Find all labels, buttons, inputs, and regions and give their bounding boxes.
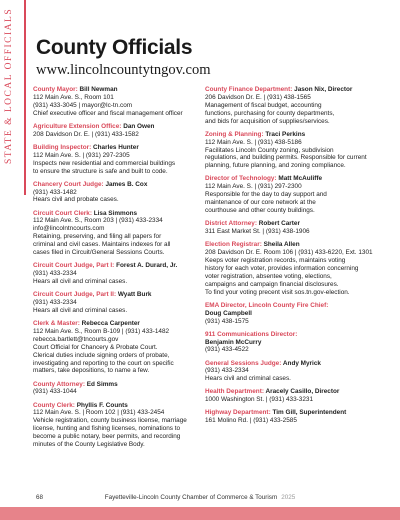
official-detail-line: regulations, and building permits. Responsible for current [205,154,367,162]
official-role: County Clerk: [33,401,75,409]
official-heading [205,388,387,396]
official-detail-line: Hears civil and criminal cases. [205,375,291,383]
official-name: Benjamin McCurry [205,338,262,346]
official-detail-line: minutes of the County Legislative Body. [33,441,145,449]
official-entry [33,320,201,375]
official-heading [205,409,387,417]
official-detail-line: 206 Davidson Dr. E. | (931) 438-1565 [205,93,311,101]
official-detail-line: (931) 433-2334 [33,270,77,278]
publication-name: Fayetteville-Lincoln County Chamber of Commerce & Tourism [104,494,278,501]
official-name: Lisa Simmons [93,209,138,217]
official-role: Circuit Court Clerk: [33,209,92,217]
page-header [36,36,376,79]
official-entry [205,360,387,384]
official-detail-line: history for each voter, provides information concerning [205,264,359,272]
official-detail-line: (931) 433-4522 [205,346,249,354]
official-detail-line: Inspects new residential and commercial buildings [33,159,176,167]
official-role: Building Inspector: [33,143,92,151]
official-name: Doug Campbell [205,309,252,317]
official-name: Bill Newman [79,86,118,93]
official-detail-line: (931) 433-2334 [205,367,249,375]
official-detail-line: 112 Main Ave. S. | (931) 297-2305 [33,151,130,159]
official-name: Forest A. Durard, Jr. [116,262,178,270]
official-detail-line: 1000 Washington St. | (931) 433-3231 [205,396,314,404]
official-heading [205,220,387,228]
left-column [33,86,201,454]
official-detail-line: 112 Main Ave. S., Room 203 | (931) 433-2334 [33,217,163,225]
official-detail-line: Vehicle registration, county business license, marriage [33,417,187,425]
official-heading [33,181,201,189]
official-name: Matt McAuliffe [278,175,323,183]
official-entry [33,402,201,449]
official-name: Rebecca Carpenter [81,319,140,327]
official-entry [33,181,201,205]
official-heading [205,360,387,368]
official-entry [33,86,201,118]
official-role: Circuit Court Judge, Part II: [33,291,117,299]
official-role: Highway Department: [205,409,271,417]
official-name: James B. Cox [105,180,148,188]
official-entry [33,210,201,257]
official-entry [205,86,387,126]
official-entry [205,409,387,425]
official-role: District Attorney: [205,220,257,228]
official-detail-line: and bids for acquisition of supplies/services. [205,117,330,125]
official-heading [33,210,201,218]
official-detail-line: license, hunting and fishing licenses, nominations to [33,425,181,433]
side-tab [0,0,26,520]
official-heading [205,331,387,347]
side-tab-label: STATE & LOCAL OFFICIALS [4,8,14,165]
official-role: Circuit Court Judge, Part I: [33,262,115,270]
official-entry [205,388,387,404]
official-detail-line: Facilitates Lincoln County zoning, subdivision [205,146,334,154]
official-name: Jason Nix, Director [294,86,353,93]
official-detail-line: Responsible for the day to day support and [205,191,327,199]
official-entry [33,291,201,315]
official-heading [205,86,387,94]
official-role: Zoning & Planning: [205,130,264,138]
official-entry [33,381,201,397]
official-detail-line: Management of fiscal budget, accounting [205,101,322,109]
official-detail-line: campaigns and campaign financial disclosures. [205,280,339,288]
official-heading [33,123,201,131]
official-detail-line: (931) 433-2334 [33,298,77,306]
official-role: Election Registrar: [205,241,262,249]
official-detail-line: 112 Main Ave. S. | Room 102 | (931) 433-2454 [33,409,165,417]
official-role: Health Department: [205,388,264,396]
official-heading [33,86,201,94]
official-heading [205,241,387,249]
official-detail-line: Chief executive officer and fiscal management officer [33,109,183,117]
official-detail-line: info@lincolntncourts.com [33,225,105,233]
official-name: Sheila Allen [263,241,300,249]
publication-year: 2025 [281,494,296,501]
official-detail-line: To find your voting precent visit sos.tn.gov-election. [205,288,350,296]
official-heading [33,381,201,389]
official-detail-line: criminal and civil cases. Maintains indexes for all [33,241,171,249]
official-detail-line: (931) 433-3045 | mayor@lc-tn.com [33,101,133,109]
official-detail-line: Court Official for Chancery & Probate Court. [33,343,158,351]
official-detail-line: courthouse and other county buildings. [205,207,315,215]
official-entry [205,175,387,215]
official-detail-line: maintenance of our core network at the [205,199,316,207]
official-role: Agriculture Extension Office: [33,122,122,130]
official-detail-line: investigating and reporting to the court on specific [33,359,174,367]
official-heading [33,262,201,270]
side-tab-divider [24,0,26,195]
official-detail-line: planning, future planning, and zoning compliance. [205,162,346,170]
official-entry [205,220,387,236]
official-role: 911 Communications Director: [205,330,298,338]
page-footer [0,494,400,506]
official-heading [33,402,201,410]
official-name: Charles Hunter [93,143,139,151]
right-column [205,86,387,430]
official-detail-line: 112 Main Ave. S. | (931) 297-2300 [205,183,302,191]
official-detail-line: Clerical duties include signing orders of probate, [33,351,170,359]
official-detail-line: Hears all civil and criminal cases. [33,306,128,314]
official-role: County Mayor: [33,86,78,93]
official-detail-line: Keeps voter registration records, maintains voting [205,256,346,264]
official-detail-line: (931) 433-1482 [33,188,77,196]
official-entry [205,241,387,296]
official-name: Traci Perkins [265,130,306,138]
official-detail-line: matters, take depositions, to name a few. [33,367,150,375]
official-detail-line: 161 Molino Rd. | (931) 433-2585 [205,417,297,425]
official-detail-line: 208 Davidson Dr. E. Room 106 | (931) 433-6220, Ext. 1301 [205,249,373,257]
official-detail-line: functions, purchasing for county departments, [205,109,335,117]
official-entry [33,144,201,176]
page-title: County Officials [36,36,193,59]
official-name: Dan Owen [123,122,155,130]
official-name: Ed Simms [86,380,118,388]
website-url: www.lincolncountytngov.com [36,62,211,78]
official-heading [205,302,387,318]
official-entry [205,331,387,355]
official-detail-line: 112 Main Ave. S., Room 101 [33,93,114,101]
official-role: Chancery Court Judge: [33,180,104,188]
official-name: Robert Carter [258,220,300,228]
official-detail-line: 311 East Market St. | (931) 438-1906 [205,228,310,236]
official-detail-line: 112 Main Ave. S., Room B-109 | (931) 433-1482 [33,327,170,335]
official-role: EMA Director, Lincoln County Fire Chief: [205,301,329,309]
official-detail-line: 208 Davidson Dr. E. | (931) 433-1582 [33,130,139,138]
official-detail-line: voter registration, absentee voting, elections, [205,272,332,280]
official-heading [33,320,201,328]
official-detail-line: Hears civil and probate cases. [33,196,119,204]
official-detail-line: 112 Main Ave. S. | (931) 438-5186 [205,138,302,146]
official-detail-line: rebecca.bartlett@tncourts.gov [33,335,119,343]
official-role: Clerk & Master: [33,319,80,327]
official-entry [33,262,201,286]
official-heading [33,144,201,152]
page-number: 68 [36,494,44,501]
official-role: County Finance Department: [205,86,293,93]
official-detail-line: Hears all civil and criminal cases. [33,277,128,285]
official-entry [205,302,387,326]
official-role: County Attorney: [33,380,85,388]
official-role: General Sessions Judge: [205,359,282,367]
bottom-color-bar [0,507,400,520]
official-name: Aracely Casillo, Director [265,388,340,396]
official-name: Andy Myrick [282,359,321,367]
official-heading [205,131,387,139]
official-heading [205,175,387,183]
official-detail-line: to ensure the structure is safe and built to code. [33,167,168,175]
official-detail-line: (931) 438-1575 [205,317,249,325]
official-detail-line: Retaining, preserving, and filing all papers for [33,233,162,241]
official-heading [33,291,201,299]
footer-publication [0,494,400,501]
official-entry [205,131,387,171]
official-detail-line: (931) 433-1044 [33,388,77,396]
official-detail-line: become a public notary, beer permits, and recording [33,433,181,441]
official-entry [33,123,201,139]
official-name: Wyatt Burk [117,291,152,299]
official-detail-line: cases filed in Circuit/General Sessions Courts. [33,249,165,257]
official-role: Director of Technology: [205,175,277,183]
official-name: Tim Gill, Superintendent [272,409,347,417]
official-name: Phyllis F. Counts [76,401,128,409]
